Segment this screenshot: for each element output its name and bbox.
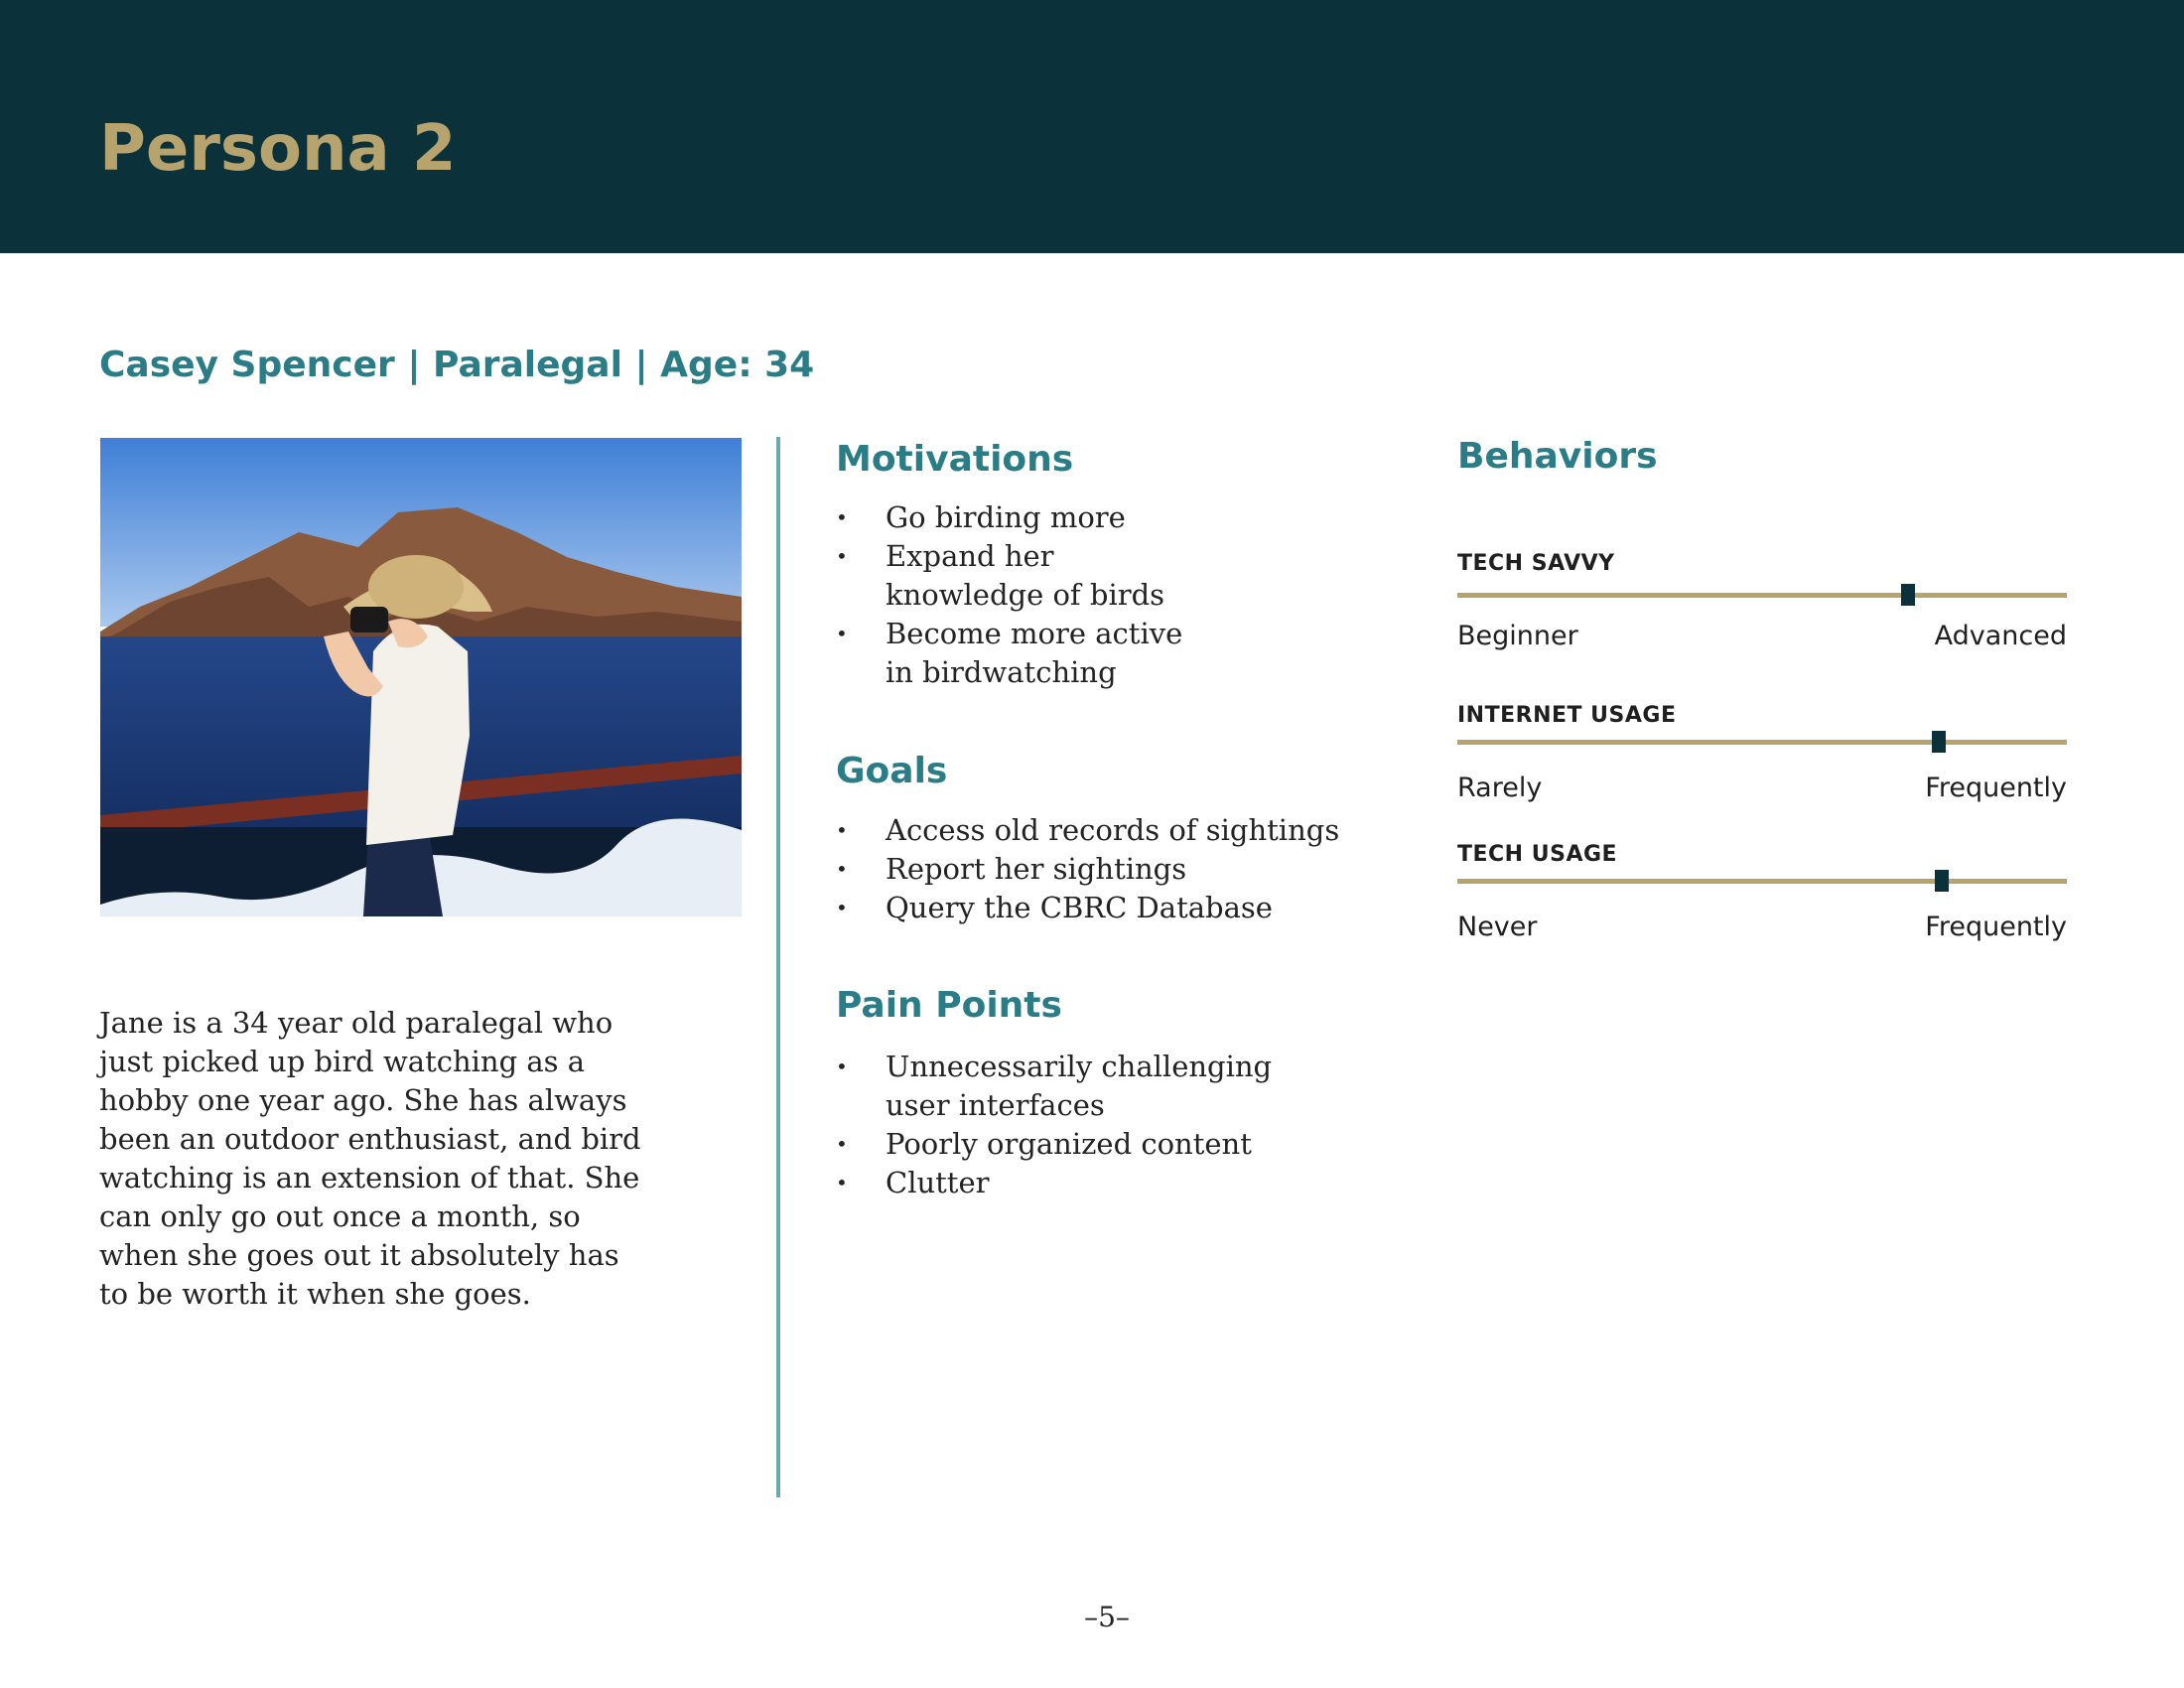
- list-item: [836, 615, 1203, 692]
- list-item-text: Expand her knowledge of birds: [886, 539, 1165, 612]
- meter-internet-usage: [1457, 703, 2067, 822]
- list-item-text: Go birding more: [886, 500, 1126, 534]
- list-item-text: Poorly organized content: [886, 1127, 1252, 1161]
- meter-tech-savvy: [1457, 551, 2067, 670]
- pain-points-title: Pain Points: [836, 985, 1062, 1026]
- goals-list: [836, 811, 1342, 927]
- list-item-text: Clutter: [886, 1166, 990, 1199]
- meter-max-label: Frequently: [1925, 912, 2067, 942]
- header-band: [0, 0, 2184, 253]
- list-item: [836, 1125, 1342, 1164]
- list-item: [836, 498, 1342, 537]
- behaviors-title: Behaviors: [1457, 436, 1658, 477]
- motivations-list: [836, 498, 1342, 692]
- meter-label: TECH USAGE: [1457, 842, 1618, 867]
- meter-track: [1457, 593, 2067, 598]
- meter-track: [1457, 879, 2067, 884]
- bullet-icon: •: [836, 1055, 848, 1078]
- list-item-text: Query the CBRC Database: [886, 891, 1273, 924]
- list-item-text: Become more active in birdwatching: [886, 617, 1183, 689]
- meter-handle: [1935, 870, 1949, 892]
- persona-heading: Casey Spencer | Paralegal | Age: 34: [99, 345, 815, 385]
- bullet-icon: •: [836, 622, 848, 645]
- list-item: [836, 1048, 1273, 1125]
- pain-points-list: [836, 1048, 1342, 1202]
- list-item-text: Unnecessarily challenging user interfaces: [886, 1050, 1273, 1122]
- meter-handle: [1932, 731, 1946, 753]
- list-item: [836, 889, 1342, 927]
- meter-min-label: Never: [1457, 912, 1538, 942]
- meter-handle: [1901, 584, 1915, 606]
- bullet-icon: •: [836, 896, 848, 919]
- meter-max-label: Frequently: [1925, 773, 2067, 803]
- meter-min-label: Beginner: [1457, 621, 1578, 651]
- meter-max-label: Advanced: [1934, 621, 2067, 651]
- meter-min-label: Rarely: [1457, 773, 1543, 803]
- persona-photo: [100, 438, 742, 916]
- page-number: –5–: [1084, 1601, 1130, 1633]
- list-item: [836, 811, 1342, 850]
- behaviors-section: [1457, 436, 2069, 942]
- list-item-text: Report her sightings: [886, 852, 1187, 886]
- bullet-icon: •: [836, 818, 848, 842]
- column-divider: [776, 437, 780, 1497]
- persona-photo-image: [100, 438, 742, 916]
- list-item-text: Access old records of sightings: [886, 813, 1340, 847]
- list-item: [836, 537, 1203, 615]
- bullet-icon: •: [836, 1171, 848, 1195]
- motivations-title: Motivations: [836, 439, 1074, 480]
- meter-tech-usage: [1457, 842, 2067, 961]
- bullet-icon: •: [836, 544, 848, 568]
- persona-bio: Jane is a 34 year old paralegal who just picked up bird watching as a hobby one year ago. She has always been an outdoor enthusiast, and bird watching is an extension of that. She can only go out once a month, so when she goes out it absolutely has to be worth it when she goes.: [99, 1006, 641, 1311]
- bullet-icon: •: [836, 857, 848, 881]
- bullet-icon: •: [836, 505, 848, 529]
- page-title: Persona 2: [99, 112, 457, 186]
- bullet-icon: •: [836, 1132, 848, 1156]
- meter-track: [1457, 740, 2067, 745]
- goals-title: Goals: [836, 751, 948, 791]
- list-item: [836, 1164, 1342, 1202]
- list-item: [836, 850, 1342, 889]
- meter-label: TECH SAVVY: [1457, 551, 1615, 576]
- meter-label: INTERNET USAGE: [1457, 703, 1677, 728]
